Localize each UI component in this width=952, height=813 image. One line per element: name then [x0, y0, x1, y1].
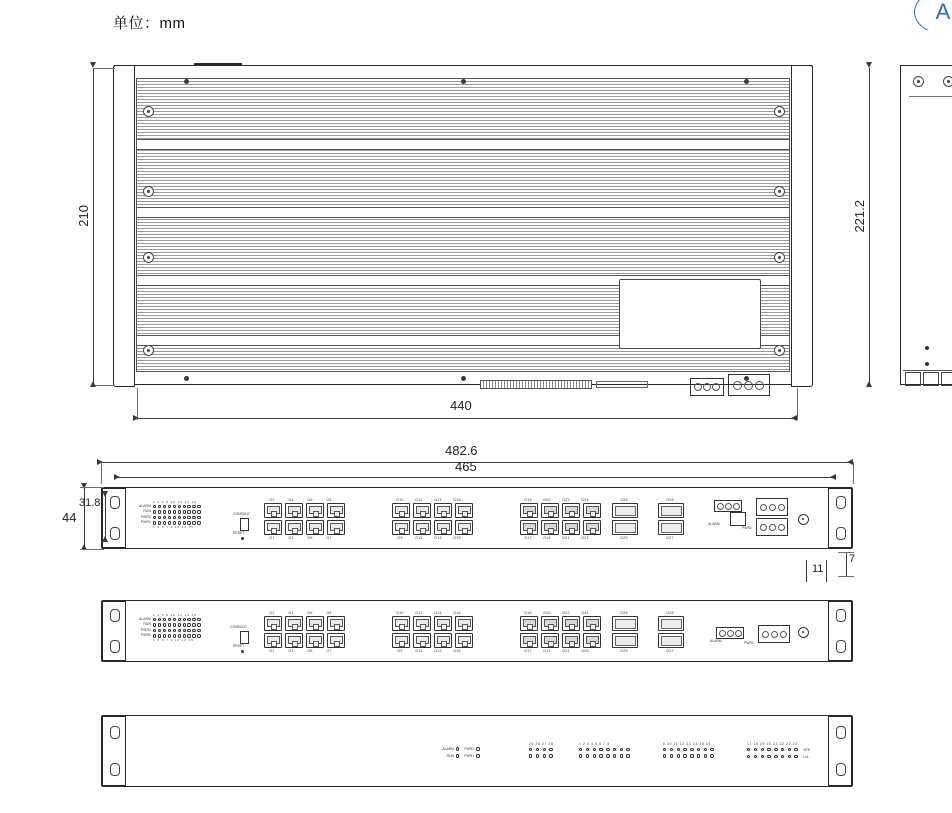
front-view-2-faceplate	[130, 605, 824, 657]
rj45-port[interactable]	[583, 633, 601, 648]
dim-top-width: 440	[450, 398, 472, 413]
sfp-group-1: G26 G25	[612, 611, 638, 653]
rear-port-group-1: 25 26 27 28	[529, 742, 554, 758]
rj45-port[interactable]	[392, 616, 410, 631]
rj45-port[interactable]	[392, 633, 410, 648]
front-view-2-left-ear	[102, 601, 126, 661]
led-label-run: RUN	[143, 509, 151, 514]
rj45-port[interactable]	[306, 503, 324, 518]
rj45-port[interactable]	[562, 633, 580, 648]
alarm-label: ALARM	[710, 639, 722, 643]
sfp-cage[interactable]	[658, 616, 684, 631]
rack-hole	[110, 640, 120, 653]
sfp-cage[interactable]	[612, 520, 638, 535]
console-label: CONSOLE	[230, 625, 247, 629]
rear-view-left-ear	[102, 716, 126, 786]
rj45-port[interactable]	[434, 616, 452, 631]
rack-hole	[836, 763, 846, 776]
side-view-chassis	[900, 65, 952, 385]
mount-dot	[184, 376, 189, 381]
rack-hole	[110, 726, 120, 739]
rj45-port[interactable]	[455, 633, 473, 648]
rj45-port[interactable]	[306, 616, 324, 631]
led-status-block: 2 4 6 8 10 12 14 16 ALARM RUN PWR2 PWR1 1 3 5 7 9 11 13 15	[138, 501, 201, 529]
screw-icon	[774, 106, 785, 117]
reset-button[interactable]	[241, 537, 244, 540]
screw-icon	[143, 106, 154, 117]
rack-hole	[110, 527, 120, 540]
rear-port-group-3: 9 10 11 12 13 14 15 16	[663, 742, 714, 758]
front-view-1-chassis	[101, 487, 853, 549]
rj45-port[interactable]	[264, 520, 282, 535]
front-view-2-right-ear	[828, 601, 852, 661]
rj45-port[interactable]	[264, 633, 282, 648]
rear-view-chassis	[101, 715, 853, 787]
rj45-port[interactable]	[327, 503, 345, 518]
dim-ear-depth: 7	[849, 553, 856, 565]
rj45-port[interactable]	[285, 503, 303, 518]
power-terminal-pwr2	[756, 498, 788, 516]
rear-view-faceplate	[130, 720, 824, 782]
console-port	[240, 518, 249, 531]
rj45-port[interactable]	[434, 503, 452, 518]
power-terminal-pwr1	[758, 625, 790, 643]
port-group-3: G18 G20 G22 G24 G17 G19 G21 G23	[520, 498, 601, 540]
led-status-block: 2 4 6 8 10 12 14 16 ALARM RUN PWR2 PWR1 1 3 5 7 9 11 13 15	[138, 614, 201, 642]
top-view-vent	[480, 380, 592, 389]
rj45-port[interactable]	[327, 520, 345, 535]
top-view-chassis	[113, 65, 813, 385]
rack-hole	[110, 763, 120, 776]
rj45-port[interactable]	[520, 633, 538, 648]
rj45-port[interactable]	[392, 520, 410, 535]
rj45-port[interactable]	[583, 520, 601, 535]
port-group-2: G10 G12 G14 G16 G9 G11 G13 G15	[392, 498, 473, 540]
rj45-port[interactable]	[455, 520, 473, 535]
front-view-1-right-ear	[828, 488, 852, 548]
sfp-group-2: G28 G27	[658, 611, 684, 653]
dim-side-height: 221.2	[852, 200, 867, 233]
port-group-3: G18 G20 G22 G24 G17 G19 G21 G23	[520, 611, 601, 653]
reset-label: RESET	[233, 644, 245, 648]
sfp-cage[interactable]	[612, 616, 638, 631]
alarm-terminal	[714, 500, 742, 512]
top-view-heatsink	[136, 78, 790, 372]
top-view-strip	[596, 381, 648, 388]
rj45-port[interactable]	[520, 520, 538, 535]
rj45-port[interactable]	[520, 616, 538, 631]
rj45-port[interactable]	[413, 633, 431, 648]
rack-hole	[110, 609, 120, 622]
rj45-port[interactable]	[264, 503, 282, 518]
screw-icon	[143, 186, 154, 197]
reset-button[interactable]	[241, 650, 244, 653]
rear-port-group-4: 17 18 19 20 21 22 23 24 SPD L/A	[747, 742, 811, 759]
screw-icon	[774, 186, 785, 197]
revision-badge	[896, 0, 952, 30]
port-group-1: G2 G4 G6 G8 G1 G3 G5 G7	[264, 498, 345, 540]
alarm-port	[730, 512, 746, 526]
rack-hole	[836, 726, 846, 739]
dim-front-height: 44	[62, 510, 77, 525]
rj45-port[interactable]	[562, 616, 580, 631]
rj45-port[interactable]	[541, 503, 559, 518]
rj45-port[interactable]	[583, 503, 601, 518]
mount-dot	[744, 79, 749, 84]
rj45-port[interactable]	[455, 616, 473, 631]
sfp-cage[interactable]	[658, 503, 684, 518]
unit-label: 单位：mm	[113, 15, 186, 32]
dim-front-inner-height: 31.8	[79, 497, 101, 509]
dim-top-height: 210	[76, 205, 91, 227]
rj45-port[interactable]	[541, 633, 559, 648]
screw-icon	[143, 345, 154, 356]
ground-screw-icon	[798, 627, 809, 638]
screw-icon	[943, 76, 952, 87]
rj45-port[interactable]	[392, 503, 410, 518]
rj45-port[interactable]	[306, 520, 324, 535]
alarm-terminal	[716, 627, 744, 639]
rack-hole	[836, 527, 846, 540]
sfp-cage[interactable]	[612, 503, 638, 518]
top-view-terminal-2	[728, 374, 770, 396]
rj45-port[interactable]	[520, 503, 538, 518]
top-view-terminal-1	[690, 378, 724, 396]
dim-ear-offset: 11	[812, 563, 824, 575]
screw-icon	[774, 345, 785, 356]
sfp-cage[interactable]	[658, 633, 684, 648]
top-view-label-area	[619, 279, 761, 349]
mount-dot	[184, 79, 189, 84]
dim-front-inner-width: 465	[455, 459, 477, 474]
sfp-cage[interactable]	[612, 633, 638, 648]
rack-hole	[836, 609, 846, 622]
revision-badge-letter: A	[914, 0, 952, 30]
dim-ear-offset-group	[806, 560, 828, 582]
rear-led-row-alarm: ALARM PWR2 RUN PWR1	[440, 747, 480, 758]
rj45-port[interactable]	[285, 633, 303, 648]
console-label: CONSOLE	[233, 512, 250, 516]
rj45-port[interactable]	[285, 616, 303, 631]
led-label-alarm: ALARM	[138, 504, 151, 509]
rj45-port[interactable]	[285, 520, 303, 535]
screw-icon	[913, 76, 924, 87]
ground-screw-icon	[798, 514, 809, 525]
power-label-pwr1: PWR1	[742, 526, 752, 530]
rj45-port[interactable]	[455, 503, 473, 518]
rj45-port[interactable]	[562, 520, 580, 535]
rj45-port[interactable]	[413, 616, 431, 631]
alarm-label: ALARM	[708, 522, 720, 526]
rack-hole	[110, 496, 120, 509]
rack-hole	[836, 496, 846, 509]
reset-label: RESET	[233, 531, 245, 535]
led-label-pwr2: PWR2	[140, 514, 151, 519]
sfp-cage[interactable]	[658, 520, 684, 535]
port-group-1: G2 G4 G6 G8 G1 G3 G5 G7	[264, 611, 345, 653]
mount-dot	[461, 376, 466, 381]
rj45-port[interactable]	[327, 616, 345, 631]
port-group-2: G10 G12 G14 G16 G9 G11 G13 G15	[392, 611, 473, 653]
led-label-pwr1: PWR1	[140, 520, 151, 525]
sfp-group-1: G26 G25	[612, 498, 638, 540]
rj45-port[interactable]	[541, 616, 559, 631]
rj45-port[interactable]	[583, 616, 601, 631]
rj45-port[interactable]	[562, 503, 580, 518]
rj45-port[interactable]	[434, 633, 452, 648]
rear-view-right-ear	[828, 716, 852, 786]
top-view-left-ear	[113, 65, 135, 387]
mount-dot	[461, 79, 466, 84]
power-terminal-pwr1	[756, 518, 788, 536]
rj45-port[interactable]	[413, 503, 431, 518]
dim-front-overall-width: 482.6	[445, 443, 478, 458]
rj45-port[interactable]	[306, 633, 324, 648]
rj45-port[interactable]	[327, 633, 345, 648]
sfp-group-2: G28 G27	[658, 498, 684, 540]
screw-icon	[143, 252, 154, 263]
screw-icon	[774, 252, 785, 263]
front-view-1-faceplate	[130, 492, 824, 544]
rear-port-group-2: 1 2 3 4 5 6 7 8	[579, 742, 630, 758]
rj45-port[interactable]	[434, 520, 452, 535]
console-port	[240, 631, 249, 644]
rack-hole	[836, 640, 846, 653]
front-view-2-chassis	[101, 600, 853, 662]
rj45-port[interactable]	[264, 616, 282, 631]
rj45-port[interactable]	[541, 520, 559, 535]
power-label-pwr1: PWR1	[744, 641, 754, 645]
top-view-right-ear	[791, 65, 813, 387]
rj45-port[interactable]	[413, 520, 431, 535]
